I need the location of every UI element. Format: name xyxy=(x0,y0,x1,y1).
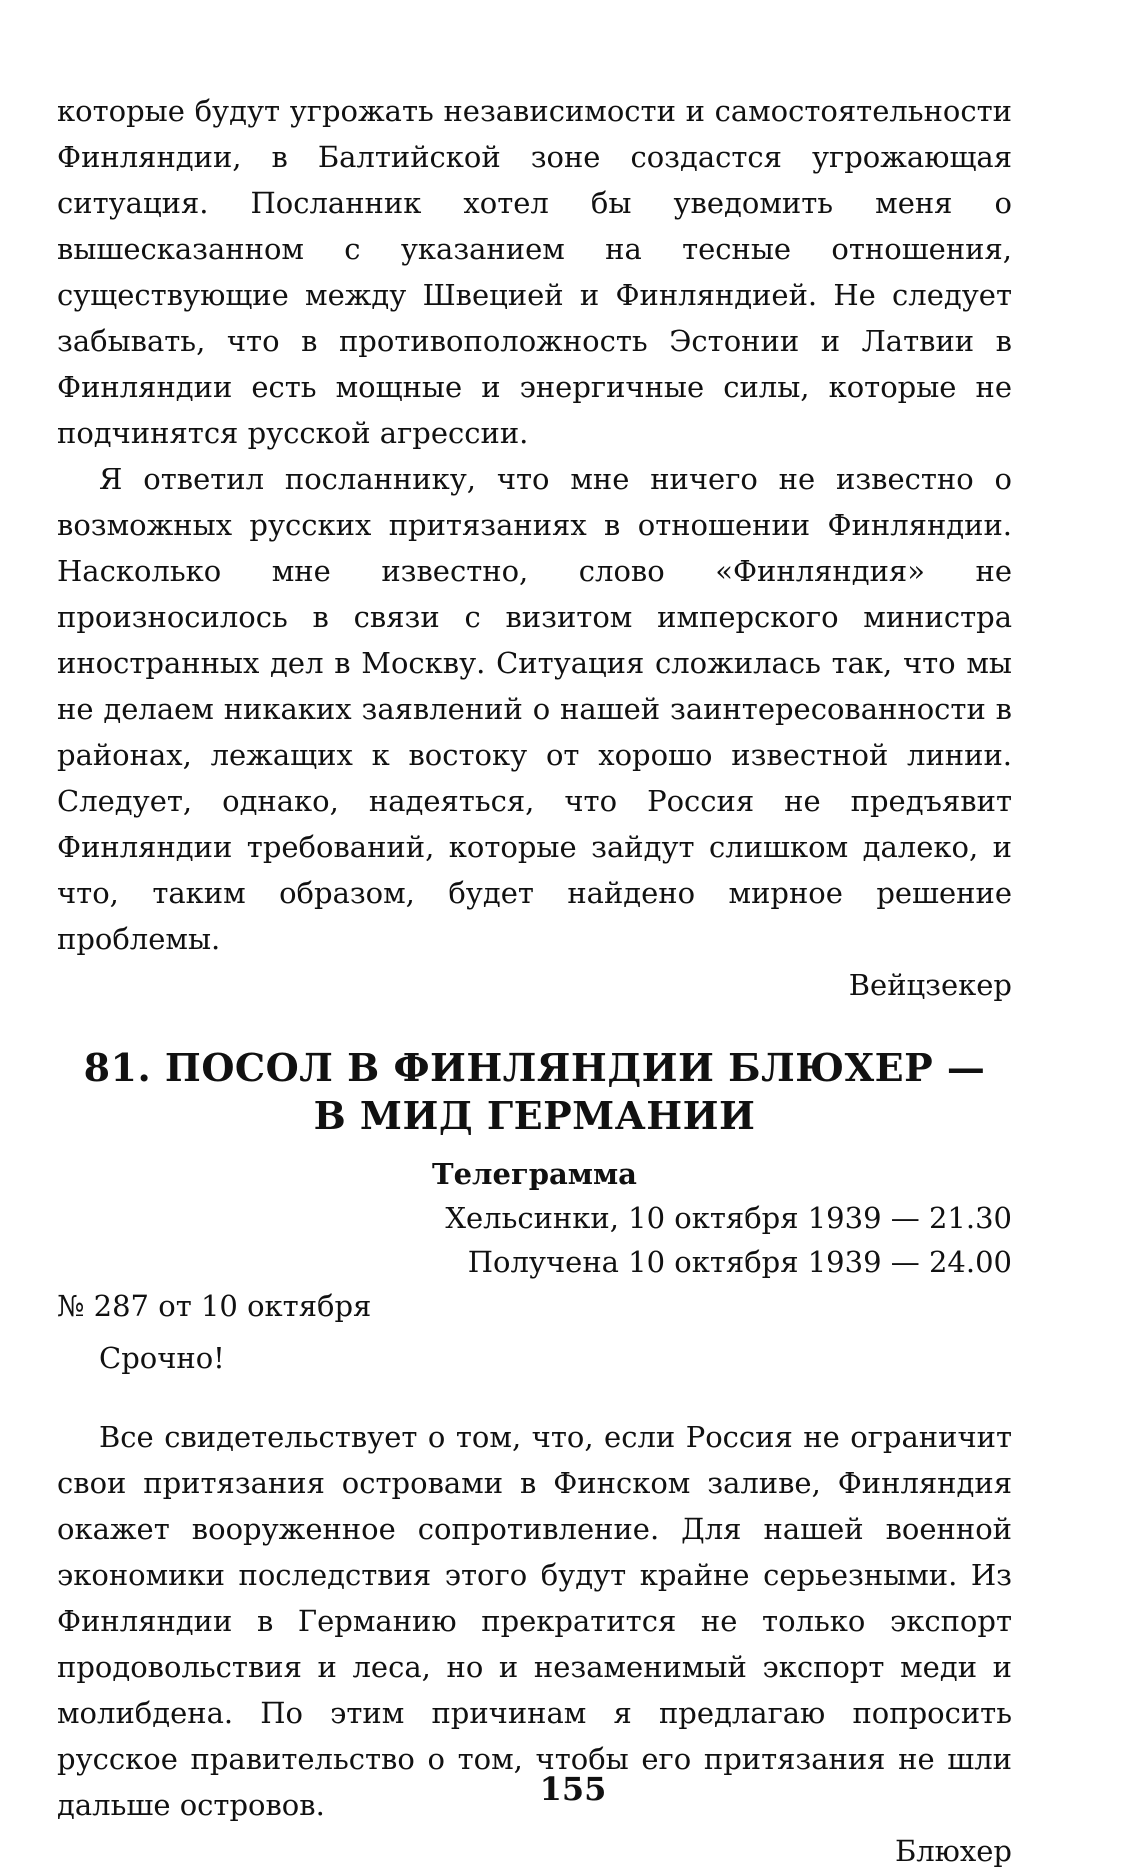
document-title xyxy=(57,1044,1012,1140)
doc81-paragraph: Все свидетельствует о том, что, если Россия не ограничит свои притязания островами в Финском заливе, Финляндия окажет вооруженное сопротивление. Для нашей военной экономики последствия этого будут крайне серьезными. Из Финляндии в Германию прекратится не только экспорт продовольствия и леса, но и незаменимый экспорт меди и молибдена. По этим причинам я предлагаю попросить русское правительство о том, чтобы его притязания не шли дальше островов. xyxy=(57,1420,1012,1822)
urgent-mark: Срочно! xyxy=(99,1341,225,1375)
document-type: Телеграмма xyxy=(432,1157,637,1191)
document-title-line-2: В МИД ГЕРМАНИИ xyxy=(313,1093,756,1138)
doc81-signature: Блюхер xyxy=(894,1834,1012,1868)
page-content xyxy=(57,88,1012,1874)
spacer xyxy=(57,1380,1012,1414)
received-date-line: Получена 10 октября 1939 — 24.00 xyxy=(467,1245,1012,1279)
telegram-number: № 287 от 10 октября xyxy=(57,1289,372,1323)
place-date-line: Хельсинки, 10 октября 1939 — 21.30 xyxy=(445,1201,1012,1235)
prev-doc-paragraph-2: Я ответил посланнику, что мне ничего не известно о возможных русских притязаниях в отношении Финляндии. Насколько мне известно, слово «Финляндия» не произносилось в связи с визитом имперского министра иностранных дел в Москву. Ситуация сложилась так, что мы не делаем никаких заявлений о нашей заинтересованности в районах, лежащих к востоку от хорошо известной линии. Следует, однако, надеяться, что Россия не предъявит Финляндии требований, которые зайдут слишком далеко, и что, таким образом, будет найдено мирное решение проблемы. xyxy=(57,462,1012,956)
prev-doc-signature: Вейцзекер xyxy=(848,968,1012,1002)
document-title-line-1: 81. ПОСОЛ В ФИНЛЯНДИИ БЛЮХЕР — xyxy=(83,1045,986,1090)
prev-doc-paragraph-1: которые будут угрожать независимости и самостоятельности Финляндии, в Балтийской зоне создастся угрожающая ситуация. Посланник хотел бы уведомить меня о вышесказанном с указанием на тесные отношения, существующие между Швецией и Финляндией. Не следует забывать, что в противоположность Эстонии и Латвии в Финляндии есть мощные и энергичные силы, которые не подчинятся русской агрессии. xyxy=(57,94,1012,450)
page-number: 155 xyxy=(539,1770,607,1808)
